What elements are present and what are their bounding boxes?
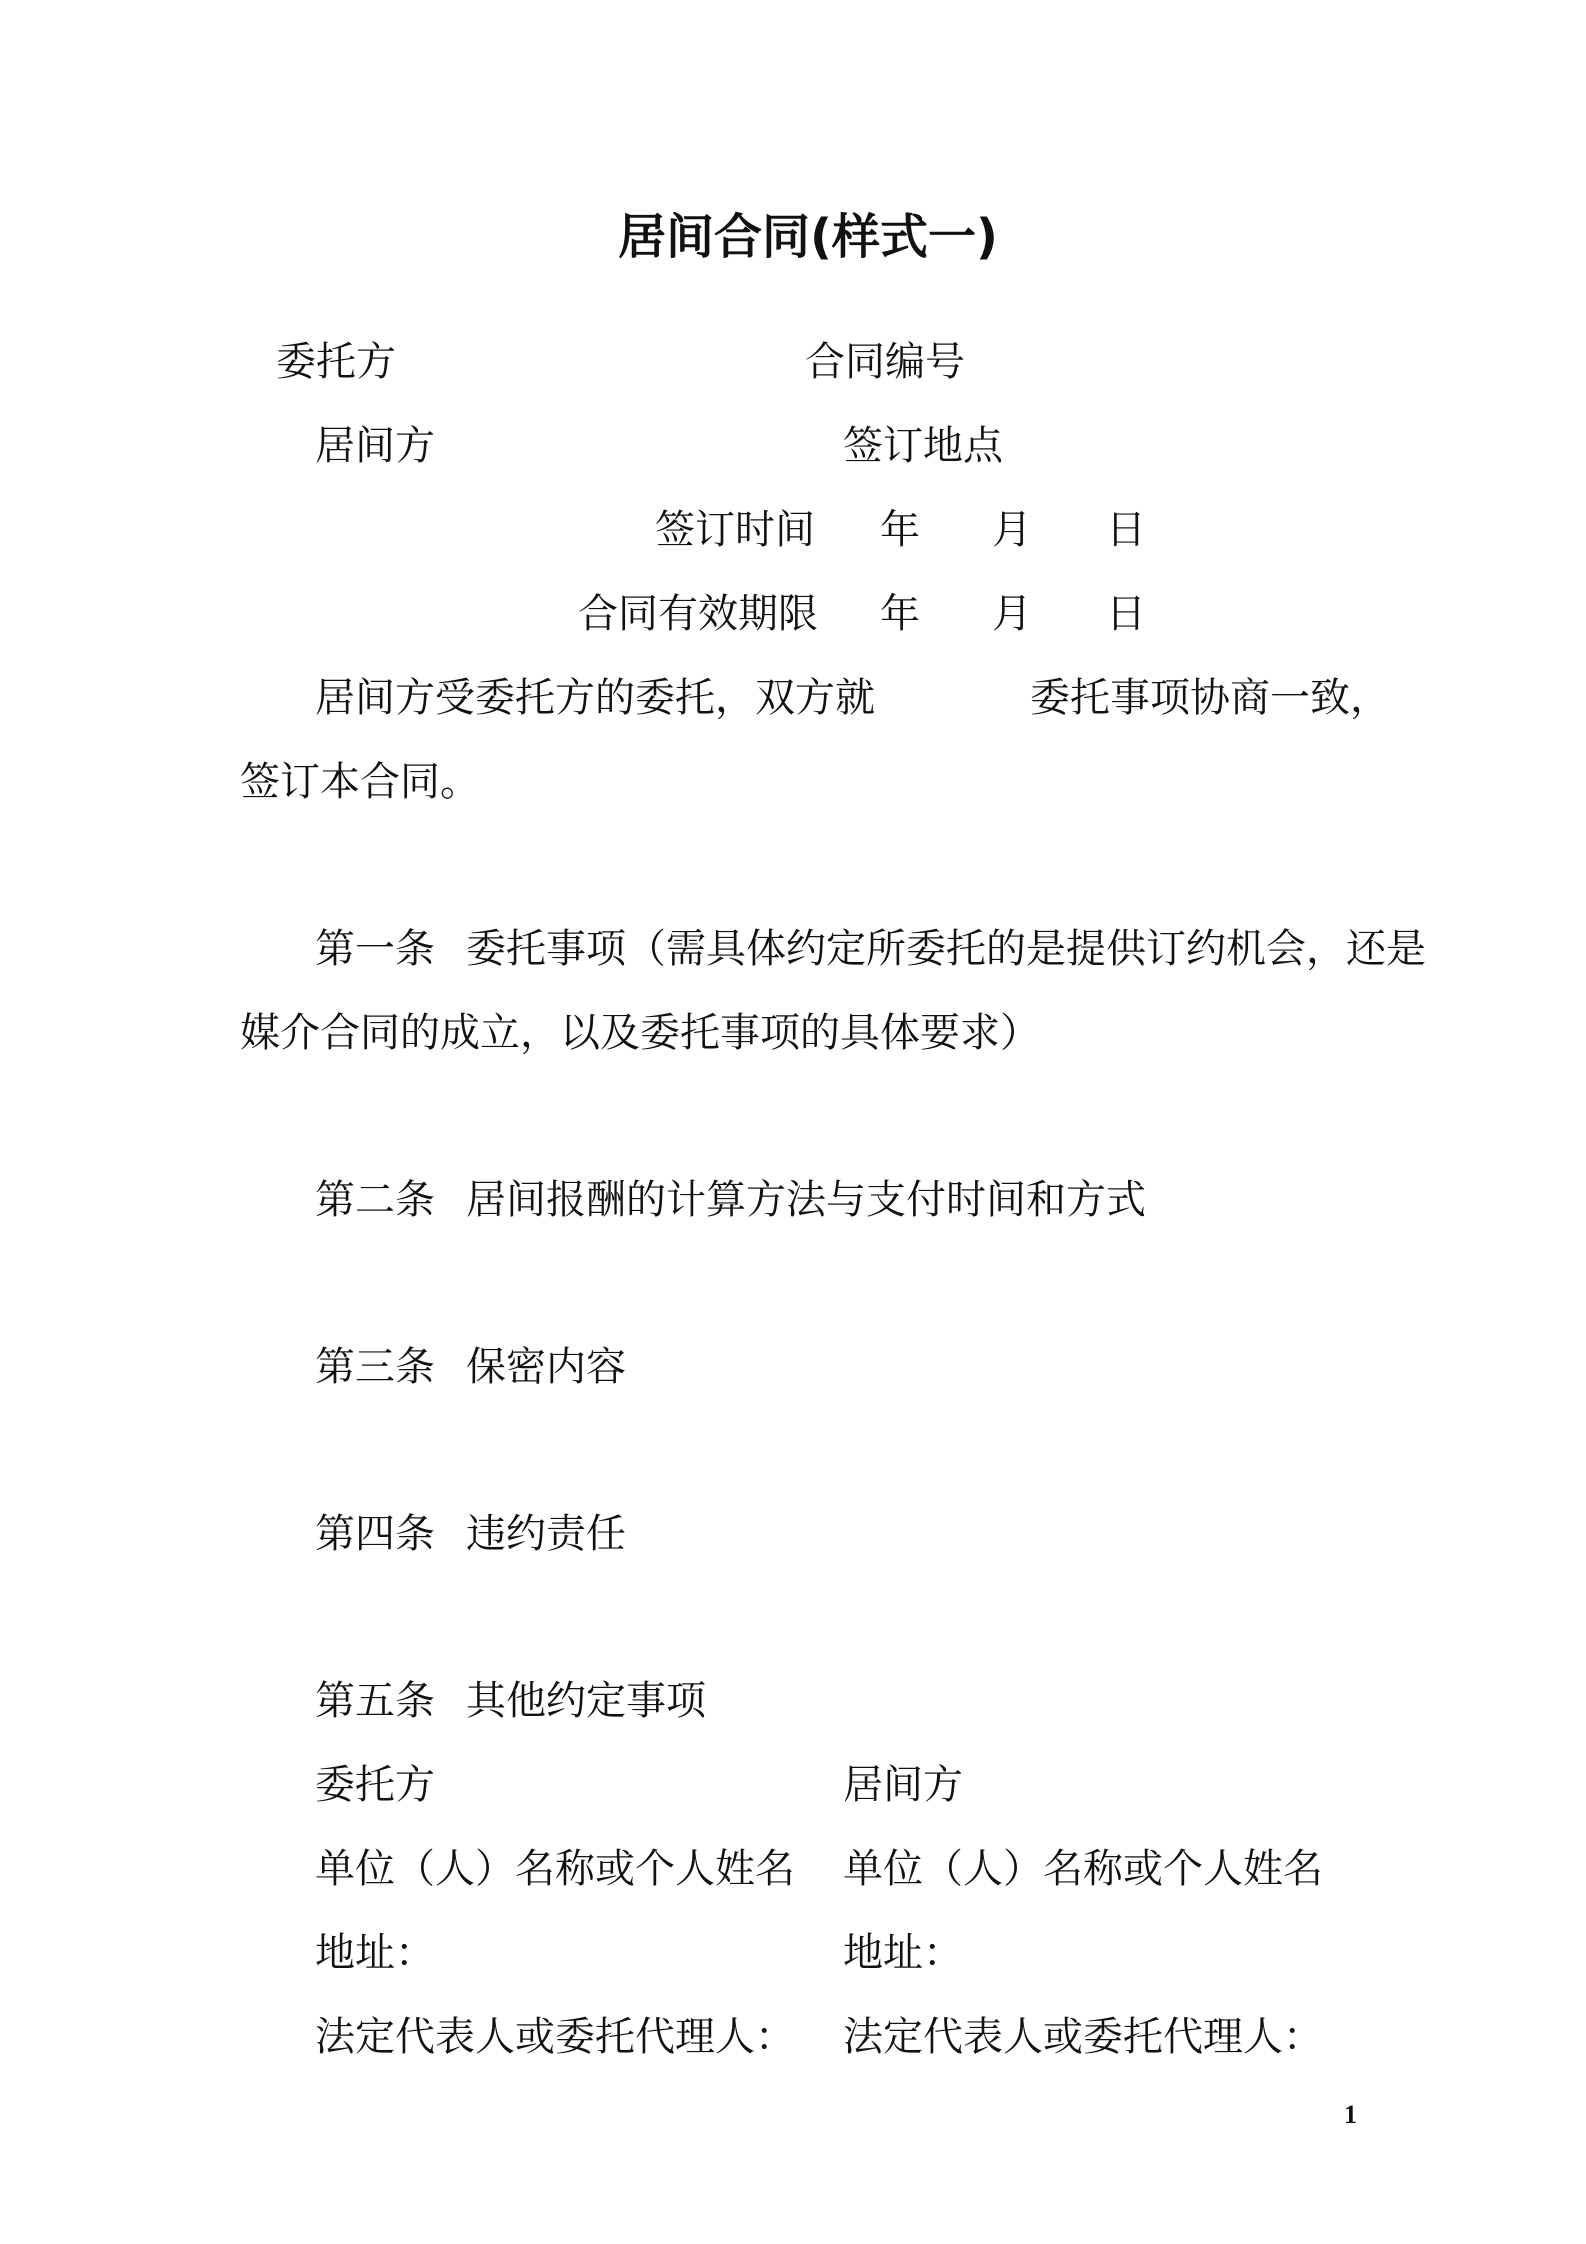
signature-right-rep-label: 法定代表人或委托代理人： bbox=[843, 2014, 1323, 2060]
article-1-continuation: 媒介合同的成立，以及委托事项的具体要求） bbox=[240, 1010, 1040, 1056]
signature-left-rep-label: 法定代表人或委托代理人： bbox=[315, 2014, 795, 2060]
intermediary-label: 居间方 bbox=[315, 423, 435, 469]
article-2-number: 第二条 bbox=[315, 1177, 435, 1223]
signature-left-address-label: 地址： bbox=[315, 1930, 435, 1976]
article-3-title: 保密内容 bbox=[466, 1344, 626, 1390]
signature-right-name-label: 单位（人）名称或个人姓名 bbox=[843, 1846, 1323, 1892]
sign-place-label: 签订地点 bbox=[843, 423, 1003, 469]
contract-number-label: 合同编号 bbox=[805, 339, 965, 385]
article-1-number: 第一条 bbox=[315, 926, 435, 972]
sign-time-year: 年 bbox=[880, 507, 920, 553]
sign-time-label: 签订时间 bbox=[655, 507, 815, 553]
sign-time-month: 月 bbox=[992, 507, 1032, 553]
signature-right-address-label: 地址： bbox=[843, 1930, 963, 1976]
article-5-title: 其他约定事项 bbox=[466, 1678, 706, 1724]
article-4-number: 第四条 bbox=[315, 1511, 435, 1557]
page-title: 居间合同(样式一) bbox=[618, 209, 998, 265]
article-5-number: 第五条 bbox=[315, 1678, 435, 1724]
article-1-title: 委托事项（需具体约定所委托的是提供订约机会，还是 bbox=[466, 926, 1426, 972]
validity-day: 日 bbox=[1106, 591, 1146, 637]
preamble-line2: 签订本合同。 bbox=[240, 759, 480, 805]
article-2-title: 居间报酬的计算方法与支付时间和方式 bbox=[466, 1177, 1146, 1223]
validity-month: 月 bbox=[992, 591, 1032, 637]
signature-right-party: 居间方 bbox=[843, 1762, 963, 1808]
validity-label: 合同有效期限 bbox=[578, 591, 818, 637]
client-label: 委托方 bbox=[276, 339, 396, 385]
preamble-line1-start: 居间方受委托方的委托，双方就 bbox=[315, 675, 875, 721]
validity-year: 年 bbox=[880, 591, 920, 637]
signature-left-name-label: 单位（人）名称或个人姓名 bbox=[315, 1846, 795, 1892]
article-4-title: 违约责任 bbox=[466, 1511, 626, 1557]
signature-left-party: 委托方 bbox=[315, 1762, 435, 1808]
sign-time-day: 日 bbox=[1106, 507, 1146, 553]
preamble-line1-end: 委托事项协商一致， bbox=[1030, 675, 1390, 721]
page-number: 1 bbox=[1344, 2100, 1357, 2129]
article-3-number: 第三条 bbox=[315, 1344, 435, 1390]
